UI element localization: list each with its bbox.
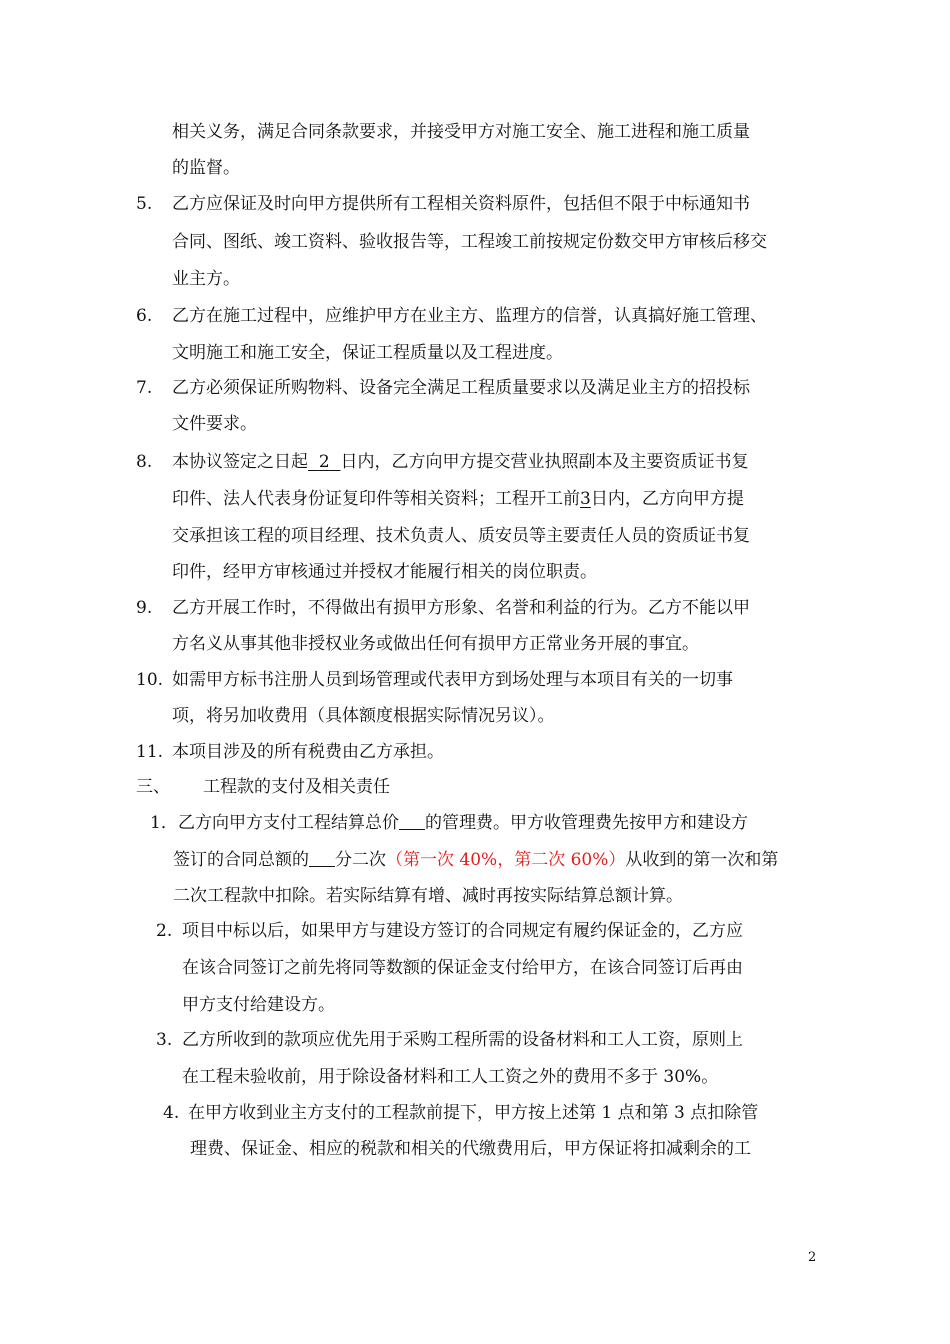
text-line: 乙方开展工作时，不得做出有损甲方形象、名誉和利益的行为。乙方不能以甲 bbox=[172, 598, 750, 618]
text-line: 理费、保证金、相应的税款和相关的代缴费用后，甲方保证将扣减剩余的工 bbox=[190, 1139, 751, 1159]
text-segment: 日内，乙方向甲方提交营业执照副本及主要资质证书复 bbox=[340, 452, 749, 472]
filled-blank-days: 3 bbox=[580, 489, 591, 509]
text-segment: 分二次 bbox=[335, 850, 386, 870]
payment-split-note: （第一次 40%，第二次 60%） bbox=[386, 850, 626, 870]
text-line: 方名义从事其他非授权业务或做出任何有损甲方正常业务开展的事宜。 bbox=[172, 634, 699, 654]
text-line: 在甲方收到业主方支付的工程款前提下，甲方按上述第 1 点和第 3 点扣除管 bbox=[188, 1103, 759, 1123]
list-number: 2. bbox=[156, 921, 173, 941]
text-line: 二次工程款中扣除。若实际结算有增、减时再按实际结算总额计算。 bbox=[173, 886, 683, 906]
list-number: 11. bbox=[136, 742, 164, 762]
list-number: 3. bbox=[156, 1030, 173, 1050]
text-line: 本项目涉及的所有税费由乙方承担。 bbox=[172, 742, 444, 762]
text-line: 项，将另加收费用（具体额度根据实际情况另议）。 bbox=[172, 706, 555, 726]
text-segment: 印件、法人代表身份证复印件等相关资料；工程开工前 bbox=[172, 489, 580, 509]
list-number: 10. bbox=[136, 670, 164, 690]
text-line: 的监督。 bbox=[172, 158, 240, 178]
page-number: 2 bbox=[808, 1250, 817, 1265]
list-number: 9. bbox=[136, 598, 153, 618]
text-line bbox=[173, 849, 778, 871]
text-segment: 日内，乙方向甲方提 bbox=[590, 489, 744, 509]
text-line: 如需甲方标书注册人员到场管理或代表甲方到场处理与本项目有关的一切事 bbox=[172, 670, 733, 690]
text-line: 乙方必须保证所购物料、设备完全满足工程质量要求以及满足业主方的招投标 bbox=[172, 378, 750, 398]
list-number: 4. bbox=[163, 1103, 180, 1123]
text-segment: 从收到的第一次和第 bbox=[625, 850, 779, 870]
text-segment: 的管理费。甲方收管理费先按甲方和建设方 bbox=[425, 813, 748, 833]
section-number: 三、 bbox=[136, 777, 170, 797]
text-line bbox=[172, 488, 744, 510]
text-line bbox=[172, 451, 748, 473]
text-segment: 本协议签定之日起 bbox=[172, 452, 308, 472]
text-segment: 签订的合同总额的 bbox=[173, 850, 309, 870]
text-line: 交承担该工程的项目经理、技术负责人、质安员等主要责任人员的资质证书复 bbox=[172, 526, 750, 546]
list-number: 5. bbox=[136, 194, 153, 214]
list-number: 1． bbox=[150, 813, 178, 833]
text-line bbox=[178, 812, 748, 834]
text-line: 甲方支付给建设方。 bbox=[182, 995, 335, 1015]
text-line: 业主方。 bbox=[172, 269, 240, 289]
text-line: 项目中标以后，如果甲方与建设方签订的合同规定有履约保证金的，乙方应 bbox=[182, 921, 743, 941]
text-line: 印件，经甲方审核通过并授权才能履行相关的岗位职责。 bbox=[172, 562, 597, 582]
section-heading: 工程款的支付及相关责任 bbox=[203, 777, 390, 797]
list-number: 8. bbox=[136, 452, 153, 472]
text-line: 乙方在施工过程中，应维护甲方在业主方、监理方的信誉，认真搞好施工管理、 bbox=[172, 306, 767, 326]
text-line: 文明施工和施工安全，保证工程质量以及工程进度。 bbox=[172, 343, 563, 363]
filled-blank-days: 2 bbox=[318, 452, 330, 472]
text-segment: 乙方向甲方支付工程结算总价 bbox=[178, 813, 399, 833]
blank-underline bbox=[399, 812, 425, 830]
text-line: 相关义务，满足合同条款要求，并接受甲方对施工安全、施工进程和施工质量 bbox=[172, 122, 750, 142]
text-line: 在工程未验收前，用于除设备材料和工人工资之外的费用不多于 30%。 bbox=[182, 1067, 719, 1087]
blank-underline bbox=[309, 849, 335, 867]
text-line: 乙方应保证及时向甲方提供所有工程相关资料原件，包括但不限于中标通知书 bbox=[172, 194, 750, 214]
text-line: 在该合同签订之前先将同等数额的保证金支付给甲方，在该合同签订后再由 bbox=[182, 958, 743, 978]
text-line: 乙方所收到的款项应优先用于采购工程所需的设备材料和工人工资，原则上 bbox=[182, 1030, 743, 1050]
list-number: 6. bbox=[136, 306, 153, 326]
text-line: 文件要求。 bbox=[172, 414, 257, 434]
list-number: 7. bbox=[136, 378, 153, 398]
text-line: 合同、图纸、竣工资料、验收报告等，工程竣工前按规定份数交甲方审核后移交 bbox=[172, 232, 767, 252]
